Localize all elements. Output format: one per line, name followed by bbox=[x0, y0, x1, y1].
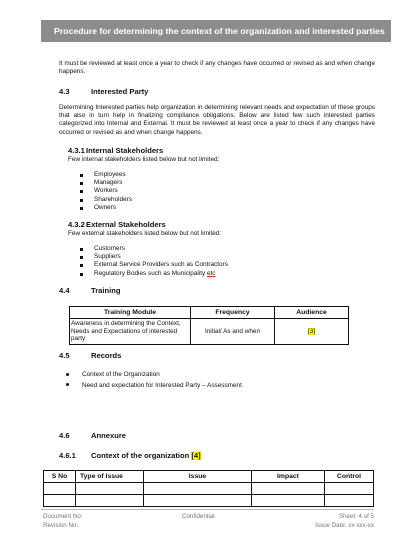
section-4-3-heading bbox=[59, 87, 148, 96]
table-cell bbox=[76, 495, 144, 507]
table-cell bbox=[275, 319, 349, 345]
section-4-6-1-heading bbox=[59, 451, 201, 460]
table-cell bbox=[44, 495, 76, 507]
list-item: Workers bbox=[80, 187, 132, 195]
table-cell: Initial/ As and when bbox=[191, 319, 275, 345]
section-4-5-heading bbox=[59, 351, 121, 360]
table-cell bbox=[252, 495, 325, 507]
list-item: Need and expectation for Interested Party – Assessment bbox=[66, 381, 242, 392]
section-title: Internal Stakeholders bbox=[86, 146, 164, 155]
section-4-6-heading bbox=[59, 431, 126, 440]
section-4-3-2-heading bbox=[68, 220, 166, 229]
table-row bbox=[44, 483, 374, 495]
table-cell bbox=[144, 483, 252, 495]
footer-confidential: Confidential bbox=[182, 513, 215, 520]
section-4-3-1-heading bbox=[68, 146, 163, 155]
section-number: 4.6 bbox=[59, 431, 70, 440]
external-stakeholders-list bbox=[80, 245, 228, 278]
sheet-number: Sheet: 4 of 5 bbox=[338, 513, 374, 520]
column-header: Training Module bbox=[70, 307, 191, 319]
table-header-row bbox=[44, 471, 374, 483]
document-header-banner: Procedure for determining the context of the organization and interested parties bbox=[41, 20, 391, 42]
table-cell bbox=[144, 495, 252, 507]
section-number: 4.3.2 bbox=[68, 220, 85, 229]
list-item-text: Regulatory Bodies such as Municipality bbox=[94, 269, 207, 277]
footer-left bbox=[43, 513, 83, 530]
table-cell bbox=[44, 483, 76, 495]
records-list bbox=[66, 370, 242, 391]
list-item: Shareholders bbox=[80, 196, 132, 204]
section-4-3-paragraph: Determining Interested parties help organization in determining relevant needs and expectation of these groups that also in turn help in finalizing compliance obligations. Below are listed few such interested parties categorized into Internal and External. It must be reviewed at least once a year to check if any changes have occurred or revised as and when change happens. bbox=[59, 104, 375, 136]
list-item bbox=[80, 270, 228, 278]
column-header: Frequency bbox=[191, 307, 275, 319]
table-row bbox=[70, 319, 349, 345]
section-number: 4.5 bbox=[59, 351, 70, 360]
section-title: Records bbox=[91, 351, 122, 360]
list-item: Owners bbox=[80, 204, 132, 212]
revision-number-label: Revision No: bbox=[43, 521, 79, 529]
issue-date: Issue Date: xx-xxx-xx bbox=[315, 521, 374, 529]
context-table bbox=[43, 470, 374, 507]
section-number: 4.3 bbox=[59, 87, 70, 96]
training-table bbox=[69, 306, 349, 345]
column-header: Audience bbox=[275, 307, 349, 319]
column-header: Control bbox=[325, 471, 374, 483]
table-row bbox=[44, 495, 374, 507]
table-header-row bbox=[70, 307, 349, 319]
section-number: 4.3.1 bbox=[68, 146, 85, 155]
list-item-etc: etc bbox=[206, 269, 216, 277]
table-cell bbox=[76, 483, 144, 495]
intro-paragraph: It must be reviewed at least once a year to check if any changes have occurred or revised as and when change happens. bbox=[59, 60, 375, 76]
column-header: Impact bbox=[252, 471, 325, 483]
table-cell bbox=[325, 483, 374, 495]
section-title: Annexure bbox=[91, 431, 127, 440]
section-4-3-1-intro: Few internal stakeholders listed below but not limited: bbox=[68, 156, 220, 163]
section-title: Context of the organization bbox=[91, 451, 192, 460]
list-item: Suppliers bbox=[80, 253, 228, 261]
reference-marker: [4] bbox=[191, 451, 201, 460]
column-header: S No bbox=[44, 471, 76, 483]
section-title: Interested Party bbox=[91, 87, 149, 96]
section-title: Training bbox=[91, 286, 121, 295]
reference-marker: [3] bbox=[307, 328, 316, 335]
footer-divider bbox=[41, 509, 374, 510]
internal-stakeholders-list bbox=[80, 171, 132, 212]
list-item: Context of the Organization bbox=[66, 370, 242, 381]
table-cell: Awareness in determining the Context, Needs and Expectations of interested party bbox=[70, 319, 191, 345]
list-item: Customers bbox=[80, 245, 228, 253]
document-number-label: Document No: bbox=[43, 513, 83, 520]
footer-right bbox=[300, 513, 374, 530]
section-title: External Stakeholders bbox=[86, 220, 166, 229]
section-number: 4.6.1 bbox=[59, 451, 76, 460]
column-header: Type of Issue bbox=[76, 471, 144, 483]
section-4-4-heading bbox=[59, 286, 121, 295]
section-4-3-2-intro: Few external stakeholders listed below but not limited: bbox=[68, 230, 222, 237]
list-item: Employees bbox=[80, 171, 132, 179]
table-cell bbox=[252, 483, 325, 495]
list-item: Managers bbox=[80, 179, 132, 187]
table-cell bbox=[325, 495, 374, 507]
section-number: 4.4 bbox=[59, 286, 70, 295]
column-header: Issue bbox=[144, 471, 252, 483]
list-item: External Service Providers such as Contractors bbox=[80, 261, 228, 269]
